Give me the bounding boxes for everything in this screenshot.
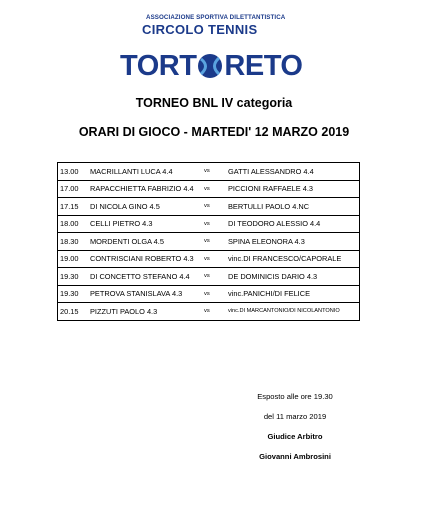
match-player1: CONTRISCIANI ROBERTO 4.3	[88, 250, 202, 268]
match-player1: CELLI PIETRO 4.3	[88, 215, 202, 233]
match-vs: vs	[202, 303, 226, 321]
match-time: 18.00	[58, 215, 89, 233]
match-time: 19.30	[58, 285, 89, 303]
referee-role: Giudice Arbitro	[267, 432, 323, 441]
match-player2: BERTULLI PAOLO 4.NC	[226, 198, 360, 216]
table-row	[58, 215, 360, 233]
match-player1: PETROVA STANISLAVA 4.3	[88, 285, 202, 303]
match-vs: vs	[202, 215, 226, 233]
tennis-ball-icon	[197, 53, 223, 79]
table-row	[58, 180, 360, 198]
logo-town-name	[120, 44, 302, 88]
match-player2: vinc.DI MARCANTONIO/DI NICOLANTONIO	[226, 303, 360, 321]
club-logo	[120, 14, 303, 84]
match-player1: DI NICOLA GINO 4.5	[88, 198, 202, 216]
match-player2: vinc.PANICHI/DI FELICE	[226, 285, 360, 303]
table-row	[58, 268, 360, 286]
match-vs: vs	[202, 250, 226, 268]
match-player1: PIZZUTI PAOLO 4.3	[88, 303, 202, 321]
match-schedule-body	[58, 163, 360, 321]
match-vs: vs	[202, 163, 226, 181]
match-player1: MORDENTI OLGA 4.5	[88, 233, 202, 251]
logo-association-text: ASSOCIAZIONE SPORTIVA DILETTANTISTICA	[146, 14, 286, 21]
table-row	[58, 303, 360, 321]
match-player2: PICCIONI RAFFAELE 4.3	[226, 180, 360, 198]
match-vs: vs	[202, 180, 226, 198]
match-vs: vs	[202, 198, 226, 216]
match-player2: GATTI ALESSANDRO 4.4	[226, 163, 360, 181]
match-player2: DE DOMINICIS DARIO 4.3	[226, 268, 360, 286]
table-row	[58, 250, 360, 268]
match-player1: RAPACCHIETTA FABRIZIO 4.4	[88, 180, 202, 198]
match-time: 13.00	[58, 163, 89, 181]
match-time: 17.00	[58, 180, 89, 198]
schedule-title: ORARI DI GIOCO - MARTEDI' 12 MARZO 2019	[78, 125, 350, 139]
logo-town-left: TORT	[120, 49, 197, 82]
table-row	[58, 163, 360, 181]
posted-date: del 11 marzo 2019	[263, 412, 327, 421]
logo-club-name: CIRCOLO TENNIS	[142, 22, 258, 37]
match-player2: vinc.DI FRANCESCO/CAPORALE	[226, 250, 360, 268]
table-row	[58, 198, 360, 216]
referee-name: Giovanni Ambrosini	[259, 452, 331, 461]
match-time: 18.30	[58, 233, 89, 251]
match-player1: MACRILLANTI LUCA 4.4	[88, 163, 202, 181]
match-time: 20.15	[58, 303, 89, 321]
logo-town-right: RETO	[224, 49, 303, 82]
match-vs: vs	[202, 268, 226, 286]
tournament-title: TORNEO BNL IV categoria	[135, 96, 293, 110]
match-player2: SPINA ELEONORA 4.3	[226, 233, 360, 251]
posted-time: Esposto alle ore 19.30	[257, 392, 333, 401]
match-vs: vs	[202, 233, 226, 251]
match-time: 19.00	[58, 250, 89, 268]
match-schedule-table	[57, 162, 360, 321]
match-vs: vs	[202, 285, 226, 303]
match-time: 19.30	[58, 268, 89, 286]
match-player2: DI TEODORO ALESSIO 4.4	[226, 215, 360, 233]
table-row	[58, 285, 360, 303]
match-time: 17.15	[58, 198, 89, 216]
table-row	[58, 233, 360, 251]
match-player1: DI CONCETTO STEFANO 4.4	[88, 268, 202, 286]
